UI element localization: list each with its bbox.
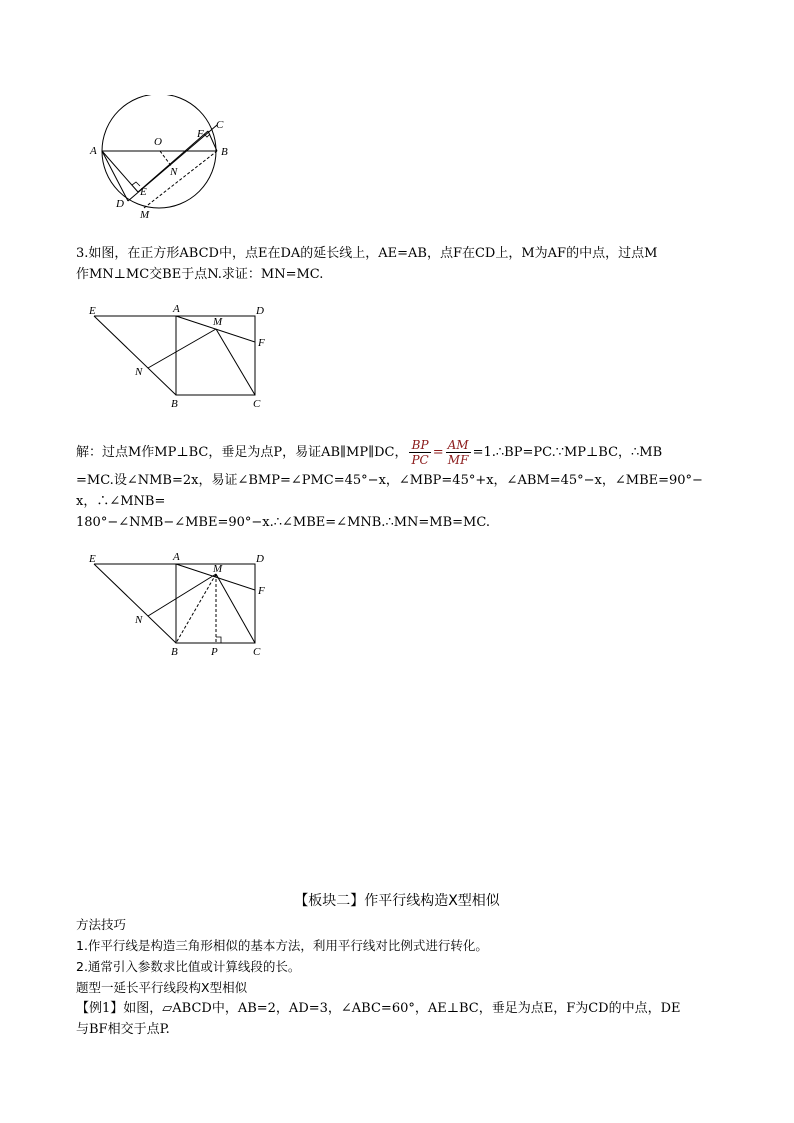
fraction-bp-numerator: BP xyxy=(409,438,430,453)
solution-line-2: =MC.设∠NMB=2x，易证∠BMP=∠PMC=45°−x，∠MBP=45°+x，∠ABM=45°−x，∠MBE=90°− xyxy=(76,473,703,488)
example-1-line-2: 与BF相交于点P. xyxy=(76,1022,170,1037)
label-E: E xyxy=(89,305,96,317)
right-angle-E xyxy=(132,182,140,186)
figure-square xyxy=(82,298,277,413)
label-A: A xyxy=(173,551,180,563)
label-M: M xyxy=(213,316,223,328)
section-title: 【板块二】作平行线构造X型相似 xyxy=(294,893,500,909)
right-angle-P xyxy=(216,637,221,643)
label-N: N xyxy=(135,366,143,378)
segment-ON-dashed xyxy=(160,151,172,167)
segment-MC xyxy=(216,574,255,643)
figure-circle xyxy=(80,95,240,220)
segment-EB xyxy=(94,316,176,395)
label-N: N xyxy=(135,614,143,626)
segment-MC xyxy=(216,329,255,395)
label-E: E xyxy=(89,553,96,565)
label-P: P xyxy=(211,646,218,658)
solution-line-4: 180°−∠NMB−∠MBE=90°−x.∴∠MBE=∠MNB.∴MN=MB=MC. xyxy=(76,515,490,530)
label-B: B xyxy=(171,646,178,658)
fraction-pc-denominator: PC xyxy=(411,452,429,467)
tip-2: 2.通常引入参数求比值或计算线段的长。 xyxy=(76,959,301,974)
method-title: 方法技巧 xyxy=(76,917,127,932)
label-F: F xyxy=(197,128,204,140)
label-D: D xyxy=(256,553,264,565)
problem-3-line-2: 作MN⊥MC交BE于点N.求证：MN=MC. xyxy=(76,267,324,282)
solution-line-1 xyxy=(76,432,662,472)
label-E: E xyxy=(140,186,147,198)
label-C: C xyxy=(216,119,224,131)
fraction-am-numerator: AM xyxy=(447,437,469,452)
label-D: D xyxy=(256,305,264,317)
segment-EB xyxy=(94,564,176,643)
type-1-heading: 题型一延长平行线段构X型相似 xyxy=(76,980,248,995)
example-1-line-1: 【例1】如图，▱ABCD中，AB=2，AD=3，∠ABC=60°，AE⊥BC，垂足为点E，F为CD的中点，DE xyxy=(76,1001,681,1016)
solution-line-1-a: 解：过点M作MP⊥BC，垂足为点P，易证AB∥MP∥DC， xyxy=(76,444,408,460)
label-C: C xyxy=(253,398,261,410)
segment-NM xyxy=(148,574,216,616)
fraction-mf-denominator: MF xyxy=(447,452,469,467)
fraction-equals: = xyxy=(432,444,444,460)
fraction-am-mf xyxy=(446,438,471,467)
segment-MB-dashed xyxy=(176,574,216,643)
label-M: M xyxy=(140,209,150,220)
label-A: A xyxy=(90,145,97,157)
figure-square-with-p xyxy=(82,548,277,663)
tip-1: 1.作平行线是构造三角形相似的基本方法，利用平行线对比例式进行转化。 xyxy=(76,938,488,953)
label-B: B xyxy=(221,146,228,158)
segment-MB-dashed xyxy=(144,151,217,208)
label-C: C xyxy=(253,646,261,658)
label-O: O xyxy=(154,136,162,148)
segment-FB xyxy=(208,131,217,151)
fraction-bp-pc xyxy=(409,438,430,467)
label-A: A xyxy=(173,303,180,315)
label-D: D xyxy=(116,198,124,210)
segment-NM xyxy=(148,329,216,368)
label-F: F xyxy=(258,337,265,349)
solution-line-3: x，∴∠MNB= xyxy=(76,494,166,509)
solution-line-1-b: =1.∴BP=PC.∵MP⊥BC，∴MB xyxy=(472,444,663,460)
problem-3-line-1: 3.如图，在正方形ABCD中，点E在DA的延长线上，AE=AB，点F在CD上，M为AF的中点，过点M xyxy=(76,246,658,261)
label-N: N xyxy=(170,166,178,178)
label-M: M xyxy=(213,563,223,575)
label-B: B xyxy=(171,398,178,410)
label-F: F xyxy=(258,585,265,597)
